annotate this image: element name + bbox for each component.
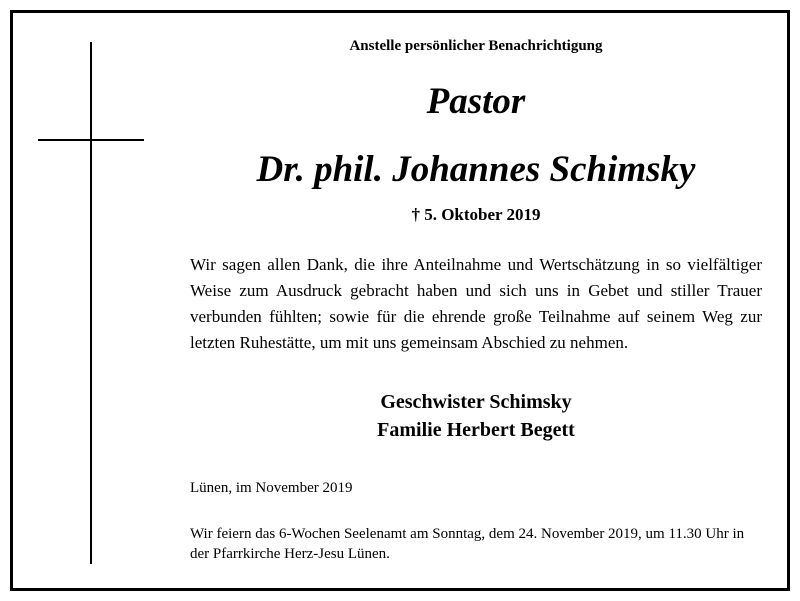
- signer-family: Familie Herbert Begett: [377, 419, 575, 441]
- notice-line: Anstelle persönlicher Benachrichtigung: [349, 38, 603, 54]
- place-date: Lünen, im November 2019: [190, 480, 353, 496]
- death-date: † 5. Oktober 2019: [411, 205, 541, 224]
- signers: [190, 388, 762, 444]
- title-pastor: Pastor: [426, 81, 526, 122]
- deceased-name: Dr. phil. Johannes Schimsky: [256, 149, 696, 190]
- cross-icon-bar: [38, 139, 144, 141]
- cross-icon: [90, 42, 92, 564]
- memorial-mass-info: Wir feiern das 6-Wochen Seelenamt am Sonntag, dem 24. November 2019, um 11.30 Uhr in der Pfarrkirche Herz-Jesu Lünen.: [190, 526, 745, 562]
- signer-siblings: Geschwister Schimsky: [380, 391, 572, 413]
- thank-you-text: Wir sagen allen Dank, die ihre Anteilnahme und Wertschätzung in so vielfältiger Weise zum Ausdruck gebracht haben und sich uns in Gebet und stiller Trauer verbunden fühlten; sowie für die ehrende große Teilnahme auf seinem Weg zur letzten Ruhestätte, um mit uns gemeinsam Abschied zu nehmen.: [190, 255, 762, 352]
